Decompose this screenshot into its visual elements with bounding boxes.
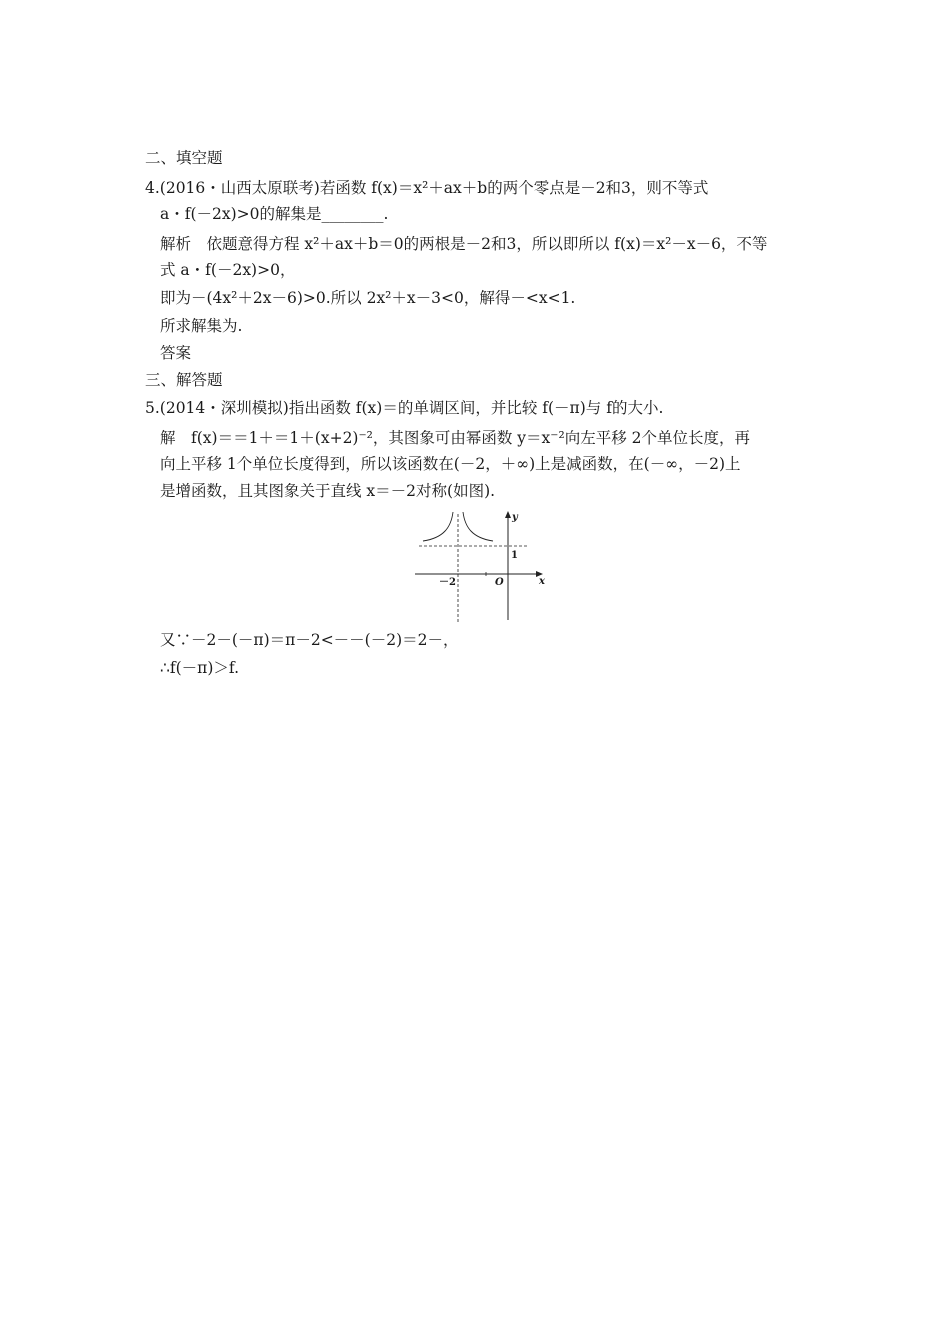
x-neg-two-label: －2 [439,577,456,588]
y-axis-label: y [512,512,518,523]
function-graph-figure [415,508,547,624]
question-5-solution-1: 解 f(x)＝＝1＋＝1＋(x+2)⁻²，其图象可由幂函数 y＝x⁻²向左平移 2个单位长度，再 [160,429,750,447]
question-5-solution-2: 向上平移 1个单位长度得到，所以该函数在(－2，＋∞)上是减函数，在(－∞，－2)上 [160,455,741,473]
question-4-analysis-2: 式 a・f(－2x)>0， [160,261,296,279]
question-5-line-1: 5.(2014・深圳模拟)指出函数 f(x)＝的单调区间，并比较 f(－π)与 f的大小. [145,399,664,417]
question-4-analysis-3: 即为－(4x²＋2x－6)>0.所以 2x²＋x－3<0，解得－<x<1. [160,289,576,307]
question-5-solution-5: ∴f(－π)＞f. [160,659,239,677]
question-4-analysis-1: 解析 依题意得方程 x²＋ax＋b＝0的两根是－2和3，所以即所以 f(x)＝x²－x－6，不等 [160,235,768,253]
question-4-analysis-4: 所求解集为. [160,317,243,335]
question-4-line-1: 4.(2016・山西太原联考)若函数 f(x)＝x²＋ax＋b的两个零点是－2和3，则不等式 [145,179,709,197]
function-graph-svg [415,508,547,624]
right-branch-curve [463,512,493,541]
origin-label: O [495,577,504,588]
x-axis-label: x [539,576,545,587]
section-heading-fill-blank: 二、填空题 [145,149,223,167]
question-4-answer: 答案 [160,344,192,362]
question-5-solution-3: 是增函数，且其图象关于直线 x＝－2对称(如图). [160,482,496,500]
left-branch-curve [423,512,453,541]
section-heading-answer: 三、解答题 [145,371,223,389]
y-axis-arrow [505,511,511,518]
question-5-solution-4: 又∵－2－(－π)＝π－2<－－(－2)＝2－， [160,631,459,649]
y-one-label: 1 [511,550,518,561]
question-4-line-2: a・f(－2x)>0的解集是________. [160,205,389,223]
